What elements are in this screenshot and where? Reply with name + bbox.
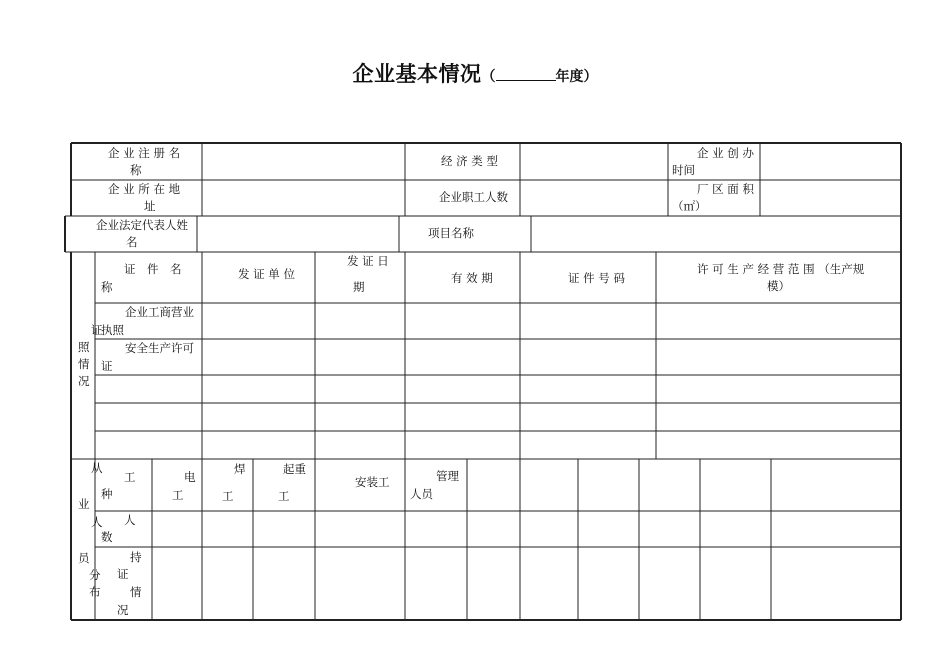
license-side-4: 况 bbox=[78, 374, 90, 388]
license-side-2: 照 bbox=[78, 340, 90, 354]
title-year-label: 年度） bbox=[555, 69, 598, 85]
col-scope-label-1: 许 可 生 产 经 营 范 围 （生产规 bbox=[697, 262, 865, 276]
workers-side-5: 分 bbox=[89, 568, 101, 582]
founded-label-2: 时间 bbox=[672, 163, 695, 177]
worker-cert-label-2: 证 bbox=[117, 567, 129, 581]
col-name-label-2: 称 bbox=[101, 280, 113, 294]
workers-side-4: 员 bbox=[78, 551, 90, 565]
license-row1-label-1: 企业工商营业 bbox=[125, 305, 194, 319]
license-side-1: 证 bbox=[91, 323, 103, 337]
founded-label-1: 企 业 创 办 bbox=[697, 146, 754, 160]
reg-name-label-1: 企 业 注 册 名 bbox=[108, 146, 181, 160]
worker-cert-label-1: 持 bbox=[130, 550, 142, 564]
license-row1-label-2: 执照 bbox=[101, 323, 124, 337]
area-label-2: （㎡） bbox=[672, 199, 707, 213]
installer-label: 安装工 bbox=[355, 475, 390, 489]
crane-label-1: 起重 bbox=[283, 462, 306, 476]
workers-side-6: 布 bbox=[89, 585, 101, 599]
electrician-label-1: 电 bbox=[184, 470, 196, 484]
title-main: 企业基本情况 bbox=[352, 62, 482, 86]
legal-rep-label-1: 企业法定代表人姓 bbox=[96, 218, 188, 232]
col-date-label-2: 期 bbox=[353, 280, 365, 294]
col-name-label-1: 证 件 名 bbox=[124, 262, 182, 276]
worker-people-label-2: 数 bbox=[101, 530, 113, 544]
manager-label-2: 人员 bbox=[410, 487, 433, 501]
col-issuer-label: 发 证 单 位 bbox=[238, 267, 295, 281]
workers-side-3: 人 bbox=[91, 515, 103, 529]
license-side-3: 情 bbox=[78, 357, 90, 371]
col-scope-label-2: 模） bbox=[767, 279, 790, 293]
legal-rep-label-2: 名 bbox=[126, 235, 138, 249]
reg-name-label-2: 称 bbox=[130, 163, 142, 177]
worker-type-label-1: 工 bbox=[124, 470, 136, 484]
crane-label-2: 工 bbox=[278, 489, 290, 503]
welder-label-1: 焊 bbox=[234, 462, 246, 476]
project-name-label: 项目名称 bbox=[428, 226, 474, 240]
welder-label-2: 工 bbox=[222, 489, 234, 503]
address-label-1: 企 业 所 在 地 bbox=[108, 182, 181, 196]
staff-count-label: 企业职工人数 bbox=[439, 190, 508, 204]
worker-cert-label-3: 情 bbox=[130, 585, 142, 599]
address-label-2: 址 bbox=[144, 199, 156, 213]
license-row2-label-1: 安全生产许可 bbox=[125, 341, 194, 355]
col-date-label-1: 发 证 日 bbox=[347, 254, 389, 268]
electrician-label-2: 工 bbox=[172, 488, 184, 502]
area-label-1: 厂 区 面 积 bbox=[697, 182, 754, 196]
worker-people-label-1: 人 bbox=[124, 513, 136, 527]
col-number-label: 证 件 号 码 bbox=[568, 271, 625, 285]
worker-cert-label-4: 况 bbox=[117, 603, 129, 617]
worker-type-label-2: 种 bbox=[101, 487, 113, 501]
econ-type-label: 经 济 类 型 bbox=[441, 154, 498, 168]
workers-side-2: 业 bbox=[78, 497, 90, 511]
col-valid-label: 有 效 期 bbox=[451, 271, 493, 285]
manager-label-1: 管理 bbox=[436, 469, 459, 483]
title-open-paren: （ bbox=[481, 69, 496, 85]
workers-side-1: 从 bbox=[91, 461, 103, 475]
license-row2-label-2: 证 bbox=[101, 359, 113, 373]
